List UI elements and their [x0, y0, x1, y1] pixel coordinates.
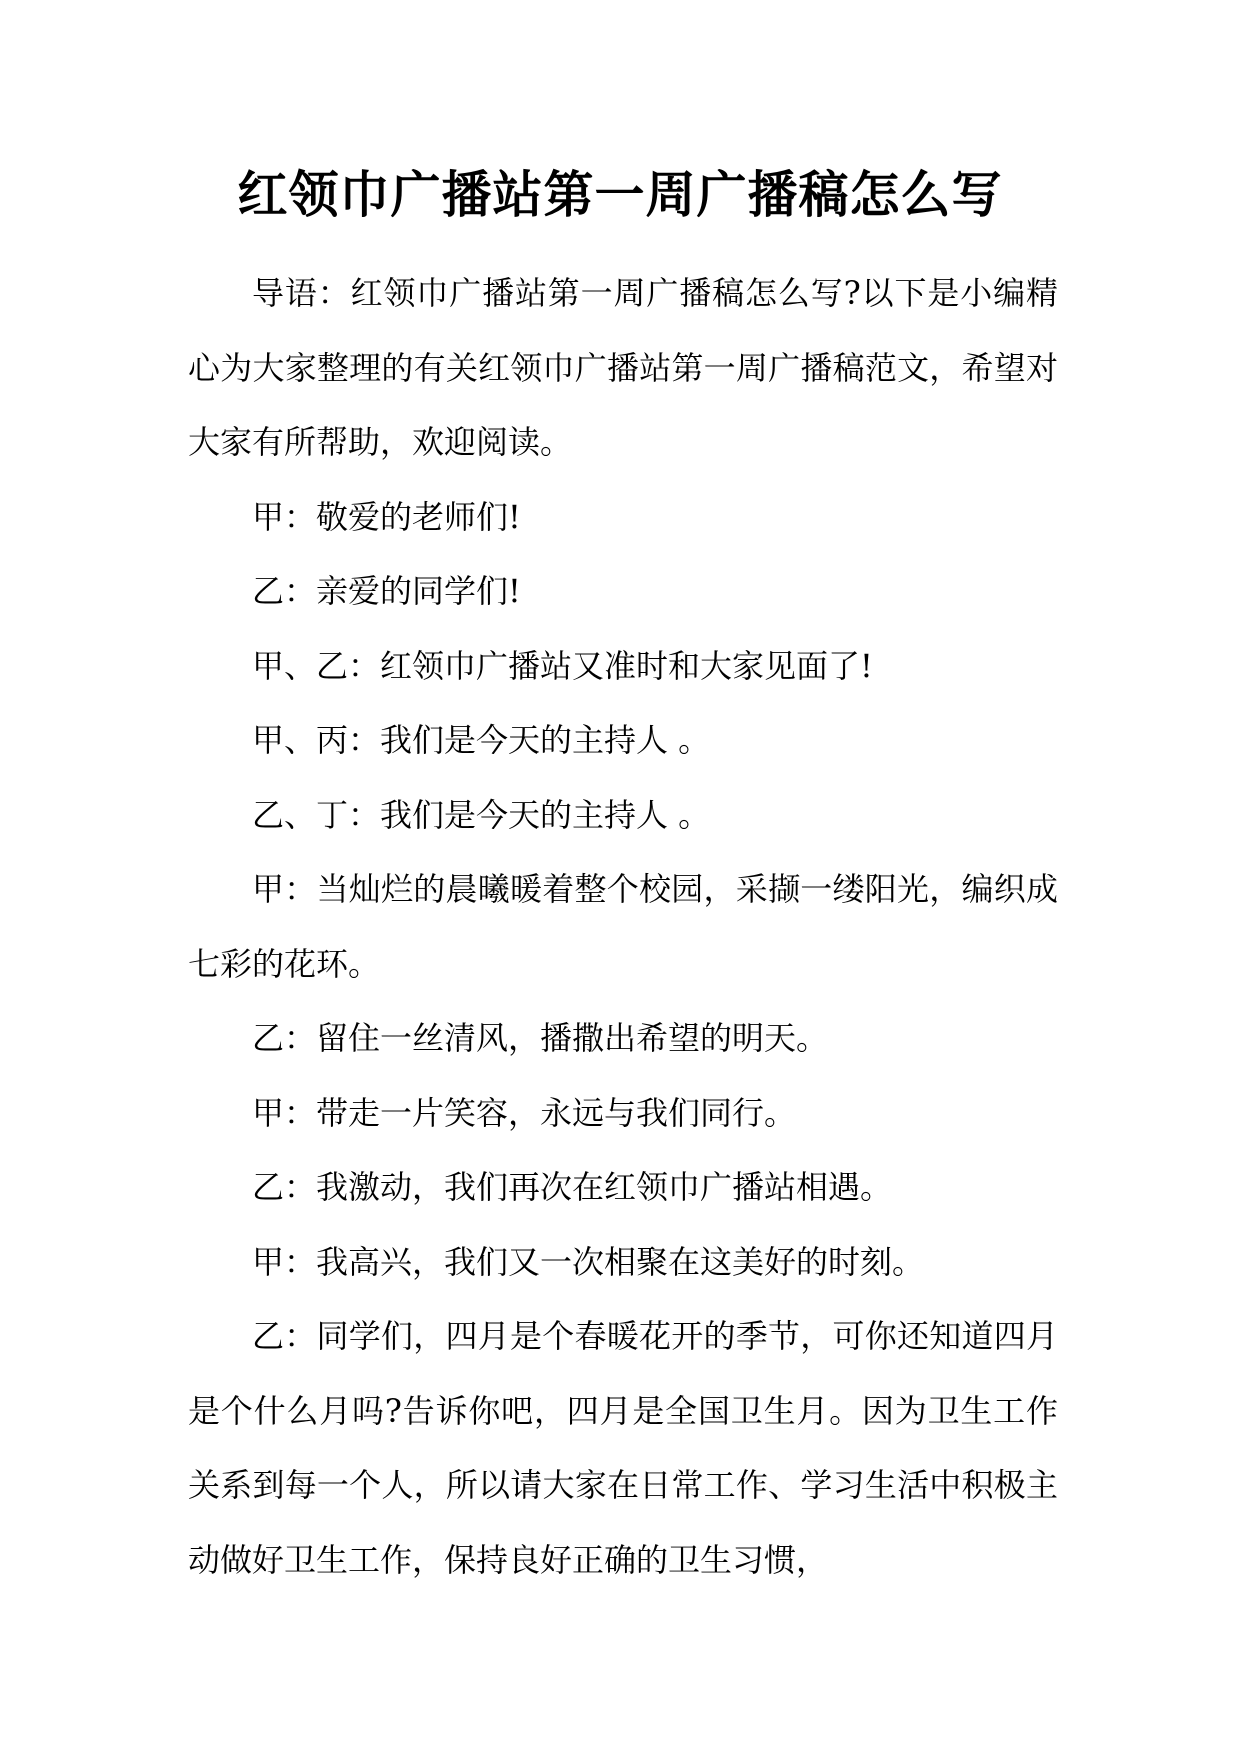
paragraph-host-intro-1: 甲、丙：我们是今天的主持人 。 [252, 721, 711, 759]
paragraph-greeting-teachers: 甲：敬爱的老师们! [252, 497, 521, 536]
paragraph-smile: 甲：带走一片笑容，永远与我们同行。 [252, 1093, 797, 1132]
document-body [188, 256, 1058, 1597]
paragraph-intro: 导语：红领巾广播站第一周广播稿怎么写?以下是小编精心为大家整理的有关红领巾广播站第一周广播稿范文，希望对大家有所帮助，欢迎阅读。 [188, 274, 1058, 461]
paragraph-morning-sunlight: 甲：当灿烂的晨曦暖着整个校园，采撷一缕阳光，编织成七彩的花环。 [188, 870, 1058, 983]
paragraph-hygiene-month: 乙：同学们，四月是个春暖花开的季节，可你还知道四月是个什么月吗?告诉你吧，四月是全国卫生月。因为卫生工作关系到每一个人，所以请大家在日常工作、学习生活中积极主动做好卫生工作，保持良好正确的卫生习惯， [188, 1317, 1058, 1579]
paragraph-host-intro-2: 乙、丁：我们是今天的主持人 。 [252, 795, 711, 834]
paragraph-excited: 乙：我激动，我们再次在红领巾广播站相遇。 [252, 1168, 893, 1206]
document-title: 红领巾广播站第一周广播稿怎么写 [237, 166, 1003, 224]
paragraph-happy: 甲：我高兴，我们又一次相聚在这美好的时刻。 [252, 1242, 925, 1281]
paragraph-station-welcome: 甲、乙：红领巾广播站又准时和大家见面了! [252, 646, 873, 685]
paragraph-greeting-students: 乙：亲爱的同学们! [252, 572, 521, 610]
paragraph-breeze: 乙：留住一丝清风，播撒出希望的明天。 [252, 1019, 829, 1057]
